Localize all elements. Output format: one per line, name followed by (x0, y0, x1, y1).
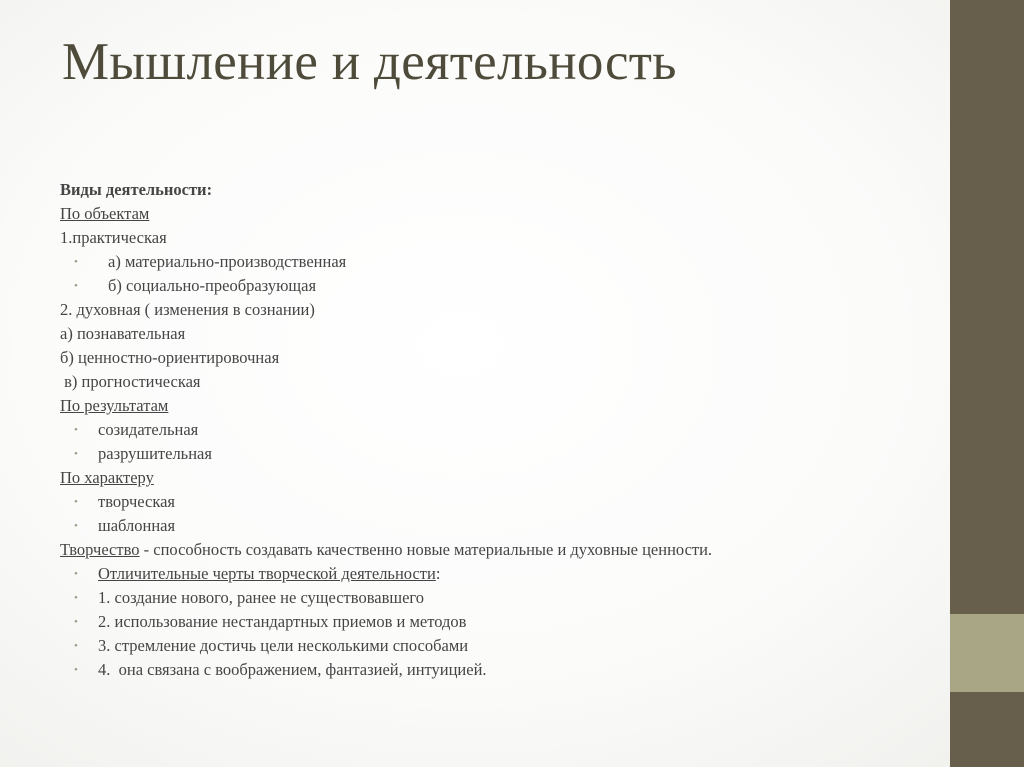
list-item (60, 490, 940, 514)
bullet-icon: • (74, 592, 78, 604)
sub-value: б) ценностно-ориентировочная (60, 348, 280, 367)
sub-prognostic-text: в) прогностическая (60, 372, 201, 391)
bullet-icon: • (74, 616, 78, 628)
list-item-text: б) социально-преобразующая (108, 276, 317, 295)
bullet-icon: • (74, 664, 78, 676)
group-by-character (60, 466, 940, 490)
group-by-objects-label: По объектам (60, 204, 150, 223)
bullet-icon: • (74, 496, 78, 508)
list-item (60, 586, 940, 610)
bullet-icon: • (74, 640, 78, 652)
list-item (60, 610, 940, 634)
group-by-character-label: По характеру (60, 468, 154, 487)
list-item-text: 4. она связана с воображением, фантазией, интуицией. (98, 660, 487, 679)
list-item-text: творческая (98, 492, 176, 511)
list-item-text: а) материально-производственная (108, 252, 347, 271)
bullet-icon: • (74, 568, 78, 580)
list-item-text: 2. использование нестандартных приемов и методов (98, 612, 467, 631)
item-practical: 1.практическая (60, 228, 167, 247)
item-spiritual: 2. духовная ( изменения в сознании) (60, 300, 315, 319)
bullet-icon: • (74, 280, 78, 292)
creativity-definition-text: - способность создавать качественно новые материальные и духовные ценности. (139, 540, 713, 559)
list-item-text: разрушительная (98, 444, 212, 463)
creativity-definition (60, 538, 940, 562)
group-by-objects (60, 202, 940, 226)
bullet-icon: • (74, 520, 78, 532)
list-item (60, 250, 940, 274)
slide-body (60, 178, 940, 682)
group-by-results (60, 394, 940, 418)
list-item-text: шаблонная (98, 516, 176, 535)
sub-cognitive: а) познавательная (60, 324, 186, 343)
list-item-text: 3. стремление достичь цели несколькими способами (98, 636, 469, 655)
sidebar-accent-block (950, 614, 1024, 692)
bullet-icon: • (74, 424, 78, 436)
list-item (60, 658, 940, 682)
activity-types-heading: Виды деятельности: (60, 180, 213, 199)
group-by-results-label: По результатам (60, 396, 169, 415)
sub-prognostic (60, 370, 940, 394)
list-item (60, 634, 940, 658)
bullet-icon: • (74, 256, 78, 268)
bullet-icon: • (74, 448, 78, 460)
list-item (60, 274, 940, 298)
list-item-text: 1. создание нового, ранее не существовавшего (98, 588, 425, 607)
slide-title: Мышление и деятельность (62, 33, 677, 91)
traits-heading: Отличительные черты творческой деятельности (98, 564, 436, 583)
creativity-term: Творчество (60, 540, 140, 559)
list-item (60, 514, 940, 538)
list-item (60, 418, 940, 442)
traits-heading-colon: : (435, 564, 441, 583)
list-item-text: созидательная (98, 420, 199, 439)
list-item (60, 442, 940, 466)
list-item (60, 562, 940, 586)
